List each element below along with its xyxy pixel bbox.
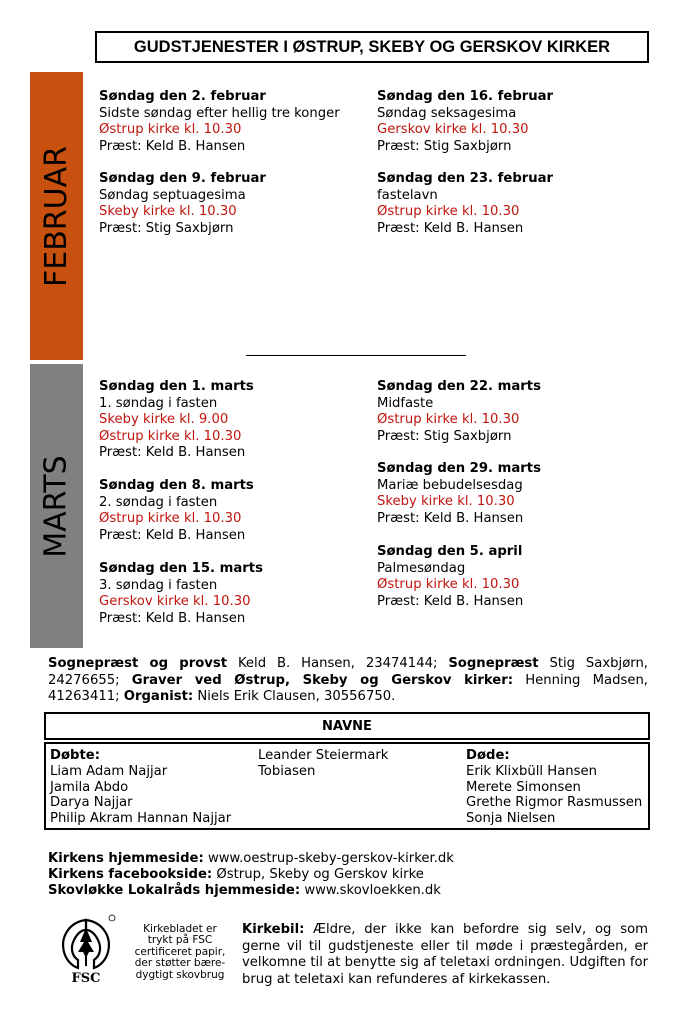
- service-priest: Præst: Keld B. Hansen: [377, 220, 524, 236]
- name-item: Philip Akram Hannan Najjar: [50, 811, 232, 827]
- facebook-label: Kirkens facebookside:: [48, 867, 213, 883]
- baptized-column-2: [258, 748, 388, 780]
- local-council-label: Skovløkke Lokalråds hjemmeside:: [48, 883, 301, 899]
- service-occasion: Sidste søndag efter hellig tre konger: [99, 105, 340, 121]
- service-date: Søndag den 29. marts: [377, 461, 541, 476]
- baptized-heading: Døbte:: [50, 748, 100, 763]
- service-entry: [99, 561, 263, 627]
- service-location: Gerskov kirke kl. 10.30: [99, 594, 251, 610]
- service-priest: Præst: Keld B. Hansen: [377, 593, 524, 609]
- name-item: Darya Najjar: [50, 795, 133, 811]
- month-bar-march: [30, 364, 83, 648]
- local-council-link[interactable]: www.skovloekken.dk: [300, 883, 441, 899]
- deceased-column: [466, 748, 642, 827]
- names-header: NAVNE: [44, 712, 650, 740]
- service-entry: [377, 544, 523, 610]
- name-item: Erik Klixbüll Hansen: [466, 763, 597, 779]
- service-date: Søndag den 16. februar: [377, 89, 554, 104]
- service-date: Søndag den 15. marts: [99, 561, 263, 576]
- fsc-logo-icon: [52, 912, 120, 984]
- fsc-logo-text: FSC: [71, 971, 101, 984]
- service-location: Skeby kirke kl. 10.30: [99, 204, 237, 220]
- service-priest: Præst: Keld B. Hansen: [377, 510, 524, 526]
- service-occasion: 1. søndag i fasten: [99, 395, 218, 411]
- service-date: Søndag den 1. marts: [99, 379, 254, 394]
- name-item: Merete Simonsen: [466, 779, 581, 795]
- facebook-line: [48, 867, 454, 883]
- month-label: MARTS: [39, 454, 74, 558]
- baptized-column: [50, 748, 231, 827]
- church-car-info: [242, 922, 648, 988]
- contact-value: Niels Erik Clausen, 30556750.: [193, 689, 396, 705]
- service-date: Søndag den 9. februar: [99, 171, 266, 186]
- service-date: Søndag den 5. april: [377, 544, 523, 559]
- homepage-line: [48, 851, 454, 867]
- service-priest: Præst: Stig Saxbjørn: [377, 428, 512, 444]
- month-label: FEBRUAR: [39, 145, 74, 287]
- names-box: [44, 742, 650, 830]
- fsc-note: Kirkebladet er trykt på FSC certificeret papir, der støtter bære-dygtigt skovbrug: [134, 923, 226, 981]
- church-car-text: Ældre, der ikke kan befordre sig selv, og som gerne vil til gudstjeneste eller til møde i præstegården, er velkomne til at benytte sig af teletaxi ordningen. Udgiften for brug at teletaxi kan refunderes af kirkekassen.: [242, 922, 648, 987]
- service-location: Østrup kirke kl. 10.30: [99, 511, 242, 527]
- service-priest: Præst: Keld B. Hansen: [99, 610, 246, 626]
- contact-value: Keld B. Hansen, 23474144;: [227, 656, 449, 671]
- local-council-line: [48, 883, 454, 899]
- contact-role: Organist:: [123, 689, 194, 705]
- service-entry: [377, 379, 541, 445]
- deceased-heading: Døde:: [466, 748, 510, 763]
- name-item: Tobiasen: [258, 763, 316, 779]
- service-location: Østrup kirke kl. 10.30: [377, 204, 520, 220]
- service-location: Østrup kirke kl. 10.30: [99, 428, 242, 444]
- name-item: Grethe Rigmor Rasmussen: [466, 795, 643, 811]
- service-occasion: Midfaste: [377, 395, 434, 411]
- name-item: Jamila Abdo: [50, 779, 129, 795]
- service-occasion: 3. søndag i fasten: [99, 577, 218, 593]
- service-entry: [377, 461, 541, 527]
- service-entry: [99, 171, 266, 237]
- service-priest: Præst: Stig Saxbjørn: [99, 220, 234, 236]
- service-location: Østrup kirke kl. 10.30: [99, 122, 242, 138]
- service-location: Skeby kirke kl. 9.00: [99, 412, 229, 428]
- service-priest: Præst: Keld B. Hansen: [99, 445, 246, 461]
- service-date: Søndag den 2. februar: [99, 89, 266, 104]
- homepage-link[interactable]: www.oestrup-skeby-gerskov-kirker.dk: [203, 851, 454, 866]
- name-item: Liam Adam Najjar: [50, 763, 168, 779]
- church-car-label: Kirkebil:: [242, 922, 305, 937]
- contact-info: [48, 656, 648, 706]
- contact-value: Stig Saxbjørn, 24276655;: [48, 656, 649, 688]
- contact-role: Sognepræst: [448, 656, 539, 671]
- service-date: Søndag den 8. marts: [99, 478, 254, 493]
- service-occasion: Palmesøndag: [377, 560, 466, 576]
- service-occasion: fastelavn: [377, 187, 438, 203]
- facebook-link[interactable]: Østrup, Skeby og Gerskov kirke: [212, 867, 424, 883]
- section-divider: [246, 355, 466, 356]
- name-item: Sonja Nielsen: [466, 811, 556, 827]
- service-occasion: Søndag seksagesima: [377, 105, 517, 121]
- service-occasion: Mariæ bebudelsesdag: [377, 477, 523, 493]
- contact-value: Henning Madsen, 41263411;: [48, 672, 648, 705]
- service-entry: [377, 171, 553, 237]
- service-occasion: 2. søndag i fasten: [99, 494, 218, 510]
- service-location: Østrup kirke kl. 10.30: [377, 412, 520, 428]
- service-location: Gerskov kirke kl. 10.30: [377, 122, 529, 138]
- contact-role: Sognepræst og provst: [48, 656, 228, 671]
- service-occasion: Søndag septuagesima: [99, 187, 246, 203]
- website-links: [48, 851, 454, 900]
- service-location: Østrup kirke kl. 10.30: [377, 577, 520, 593]
- contact-role: Graver ved Østrup, Skeby og Gerskov kirker:: [131, 672, 514, 688]
- service-entry: [99, 478, 254, 544]
- service-priest: Præst: Keld B. Hansen: [99, 527, 246, 543]
- service-priest: Præst: Keld B. Hansen: [99, 138, 246, 154]
- service-priest: Præst: Stig Saxbjørn: [377, 138, 512, 154]
- page-title: GUDSTJENESTER I ØSTRUP, SKEBY OG GERSKOV KIRKER: [95, 31, 649, 63]
- service-location: Skeby kirke kl. 10.30: [377, 494, 515, 510]
- service-entry: [377, 89, 553, 155]
- service-entry: [99, 89, 340, 155]
- service-date: Søndag den 22. marts: [377, 379, 541, 394]
- service-date: Søndag den 23. februar: [377, 171, 554, 186]
- service-entry: [99, 379, 254, 462]
- month-bar-february: [30, 72, 83, 360]
- homepage-label: Kirkens hjemmeside:: [48, 851, 204, 866]
- name-item: Leander Steiermark: [258, 748, 389, 763]
